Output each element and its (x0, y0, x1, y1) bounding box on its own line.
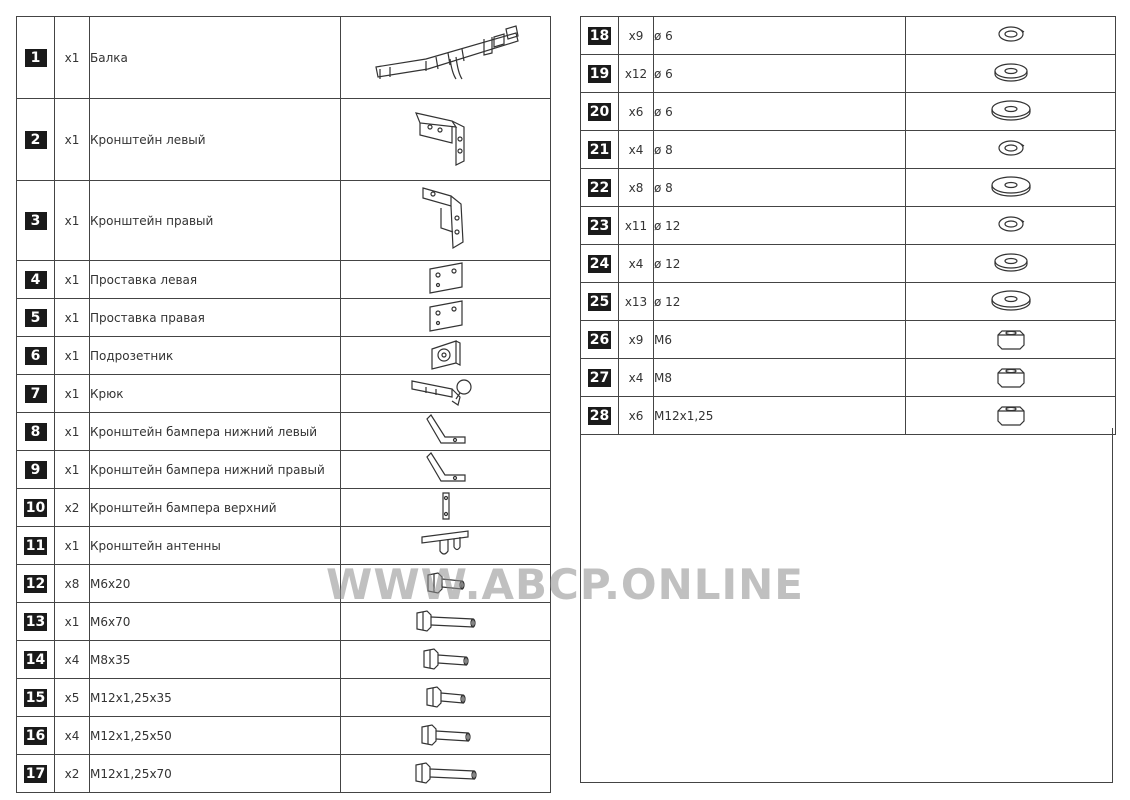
part-illustration-cell (341, 181, 551, 261)
part-number: 26 (589, 331, 610, 348)
part-quantity: x13 (619, 283, 654, 321)
part-number: 27 (589, 369, 610, 386)
part-number-cell (581, 55, 619, 93)
part-number: 14 (25, 651, 46, 668)
part-illustration-cell (341, 603, 551, 641)
part-quantity: x5 (55, 679, 90, 717)
part-quantity: x9 (619, 321, 654, 359)
part-description: Кронштейн бампера нижний правый (90, 451, 341, 489)
part-number: 2 (25, 131, 47, 149)
part-illustration-cell (341, 489, 551, 527)
part-description: М8 (654, 359, 906, 397)
table-row (17, 299, 551, 337)
part-number: 24 (589, 255, 610, 272)
table-row (581, 283, 1116, 321)
part-description: ø 6 (654, 93, 906, 131)
part-number-cell (17, 17, 55, 99)
part-number: 19 (589, 65, 610, 82)
part-description: Кронштейн бампера верхний (90, 489, 341, 527)
part-quantity: x4 (619, 359, 654, 397)
part-number: 13 (25, 613, 46, 630)
part-number: 25 (589, 293, 610, 310)
part-illustration-cell (906, 93, 1116, 131)
part-number: 12 (25, 575, 46, 592)
table-row (17, 527, 551, 565)
part-quantity: x1 (55, 181, 90, 261)
part-quantity: x1 (55, 261, 90, 299)
part-description: Крюк (90, 375, 341, 413)
part-illustration-cell (341, 565, 551, 603)
watermark: WWW.ABCP.ONLINE (326, 560, 804, 609)
part-description: Кронштейн антенны (90, 527, 341, 565)
parts-table-right (580, 16, 1116, 435)
part-number-cell (17, 337, 55, 375)
table-row (581, 207, 1116, 245)
part-number: 10 (25, 499, 46, 516)
part-number-cell (581, 207, 619, 245)
table-row (581, 169, 1116, 207)
part-illustration-cell (341, 641, 551, 679)
part-illustration-cell (906, 55, 1116, 93)
beam-icon (366, 23, 526, 89)
part-number-cell (17, 99, 55, 181)
part-illustration-cell (906, 283, 1116, 321)
part-illustration-cell (906, 245, 1116, 283)
table-row (17, 679, 551, 717)
part-quantity: x2 (55, 489, 90, 527)
part-description: ø 12 (654, 283, 906, 321)
part-quantity: x11 (619, 207, 654, 245)
part-illustration-cell (906, 17, 1116, 55)
part-number: 17 (25, 765, 46, 782)
part-number: 4 (25, 271, 47, 289)
part-number: 11 (25, 537, 46, 554)
part-quantity: x4 (55, 717, 90, 755)
part-quantity: x4 (55, 641, 90, 679)
spacer-plate-icon (424, 261, 468, 295)
table-row (17, 375, 551, 413)
part-number: 23 (589, 217, 610, 234)
part-quantity: x1 (55, 99, 90, 181)
part-number: 3 (25, 212, 47, 230)
table-row (581, 17, 1116, 55)
part-quantity: x4 (619, 245, 654, 283)
large-washer-icon (988, 173, 1034, 199)
part-illustration-cell (341, 717, 551, 755)
part-description: Проставка левая (90, 261, 341, 299)
upper-bracket-icon (431, 489, 461, 523)
part-quantity: x1 (55, 17, 90, 99)
part-quantity: x9 (619, 17, 654, 55)
part-number: 9 (25, 461, 47, 479)
part-description: Кронштейн левый (90, 99, 341, 181)
part-quantity: x8 (619, 169, 654, 207)
part-description: М6х20 (90, 565, 341, 603)
table-row (17, 565, 551, 603)
table-row (17, 337, 551, 375)
part-number-cell (17, 679, 55, 717)
bolt-icon (413, 607, 479, 633)
part-number: 1 (25, 49, 47, 67)
tow-ball-hook-icon (406, 375, 486, 409)
part-illustration-cell (906, 359, 1116, 397)
part-illustration-cell (341, 99, 551, 181)
flat-washer-icon (990, 250, 1032, 274)
table-row (17, 451, 551, 489)
part-number: 21 (589, 141, 610, 158)
part-description: Кронштейн бампера нижний левый (90, 413, 341, 451)
bolt-icon (412, 759, 480, 785)
part-number-cell (17, 641, 55, 679)
part-number-cell (581, 245, 619, 283)
table-row (17, 99, 551, 181)
part-illustration-cell (341, 261, 551, 299)
part-number-cell (17, 489, 55, 527)
part-number-cell (581, 93, 619, 131)
part-number-cell (581, 283, 619, 321)
large-washer-icon (988, 97, 1034, 123)
empty-table-area (580, 428, 1113, 783)
part-illustration-cell (906, 169, 1116, 207)
spring-washer-icon (994, 213, 1028, 235)
part-description: М12х1,25х70 (90, 755, 341, 793)
part-description: Проставка правая (90, 299, 341, 337)
table-row (581, 359, 1116, 397)
part-illustration-cell (906, 321, 1116, 359)
table-row (17, 755, 551, 793)
bolt-icon (418, 721, 474, 747)
flat-washer-icon (990, 60, 1032, 84)
part-illustration-cell (341, 755, 551, 793)
left-bracket-icon (406, 105, 486, 171)
part-quantity: x6 (619, 93, 654, 131)
part-description: Подрозетник (90, 337, 341, 375)
part-number: 28 (589, 407, 610, 424)
part-illustration-cell (341, 679, 551, 717)
part-description: М6х70 (90, 603, 341, 641)
part-description: Кронштейн правый (90, 181, 341, 261)
part-number-cell (17, 603, 55, 641)
part-number-cell (17, 261, 55, 299)
right-bracket-icon (411, 182, 481, 256)
part-quantity: x1 (55, 451, 90, 489)
antenna-bracket-icon (416, 527, 476, 561)
part-illustration-cell (341, 375, 551, 413)
part-description: М6 (654, 321, 906, 359)
bumper-bracket-icon (421, 451, 471, 485)
parts-table-left (16, 16, 551, 793)
spacer-plate-icon (424, 299, 468, 333)
spring-washer-icon (994, 137, 1028, 159)
part-quantity: x4 (619, 131, 654, 169)
spring-washer-icon (994, 23, 1028, 45)
part-illustration-cell (341, 413, 551, 451)
part-description: ø 8 (654, 131, 906, 169)
part-illustration-cell (341, 17, 551, 99)
part-quantity: x1 (55, 413, 90, 451)
part-quantity: x2 (55, 755, 90, 793)
part-description: М12х1,25 (654, 397, 906, 435)
part-number-cell (17, 413, 55, 451)
part-description: ø 12 (654, 245, 906, 283)
table-row (17, 717, 551, 755)
part-quantity: x1 (55, 299, 90, 337)
part-number-cell (581, 321, 619, 359)
table-row (581, 93, 1116, 131)
part-quantity: x1 (55, 375, 90, 413)
part-description: М12х1,25х50 (90, 717, 341, 755)
part-number: 20 (589, 103, 610, 120)
part-description: М12х1,25х35 (90, 679, 341, 717)
part-number-cell (17, 565, 55, 603)
hex-nut-icon (994, 363, 1028, 389)
part-description: ø 8 (654, 169, 906, 207)
part-illustration-cell (341, 451, 551, 489)
part-number-cell (581, 169, 619, 207)
bolt-icon (424, 569, 468, 595)
table-row (17, 17, 551, 99)
part-number-cell (17, 181, 55, 261)
part-number: 18 (589, 27, 610, 44)
table-row (17, 261, 551, 299)
part-illustration-cell (341, 337, 551, 375)
hex-nut-icon (994, 325, 1028, 351)
part-description: ø 6 (654, 55, 906, 93)
part-number-cell (17, 451, 55, 489)
part-number: 8 (25, 423, 47, 441)
table-row (17, 603, 551, 641)
part-number-cell (581, 359, 619, 397)
part-number-cell (17, 299, 55, 337)
part-number: 6 (25, 347, 47, 365)
part-description: ø 12 (654, 207, 906, 245)
table-row (581, 245, 1116, 283)
bumper-bracket-icon (421, 413, 471, 447)
part-number-cell (17, 717, 55, 755)
part-description: Балка (90, 17, 341, 99)
large-washer-icon (988, 287, 1034, 313)
part-description: ø 6 (654, 17, 906, 55)
bolt-icon (420, 645, 472, 671)
table-row (581, 55, 1116, 93)
part-number-cell (17, 755, 55, 793)
part-number: 16 (25, 727, 46, 744)
part-quantity: x8 (55, 565, 90, 603)
part-quantity: x1 (55, 603, 90, 641)
table-row (17, 489, 551, 527)
table-row (581, 131, 1116, 169)
part-quantity: x1 (55, 527, 90, 565)
table-row (17, 641, 551, 679)
part-quantity: x6 (619, 397, 654, 435)
table-row (581, 321, 1116, 359)
bolt-icon (423, 683, 469, 709)
part-illustration-cell (341, 527, 551, 565)
part-description: М8х35 (90, 641, 341, 679)
part-number: 5 (25, 309, 47, 327)
part-number-cell (17, 375, 55, 413)
part-illustration-cell (906, 131, 1116, 169)
part-quantity: x12 (619, 55, 654, 93)
hex-nut-icon (994, 401, 1028, 427)
part-number-cell (17, 527, 55, 565)
part-number-cell (581, 131, 619, 169)
part-number: 15 (25, 689, 46, 706)
socket-plate-icon (426, 337, 466, 371)
table-row (17, 181, 551, 261)
part-number-cell (581, 17, 619, 55)
part-number: 22 (589, 179, 610, 196)
part-illustration-cell (341, 299, 551, 337)
part-quantity: x1 (55, 337, 90, 375)
table-row (17, 413, 551, 451)
part-illustration-cell (906, 207, 1116, 245)
part-number: 7 (25, 385, 47, 403)
